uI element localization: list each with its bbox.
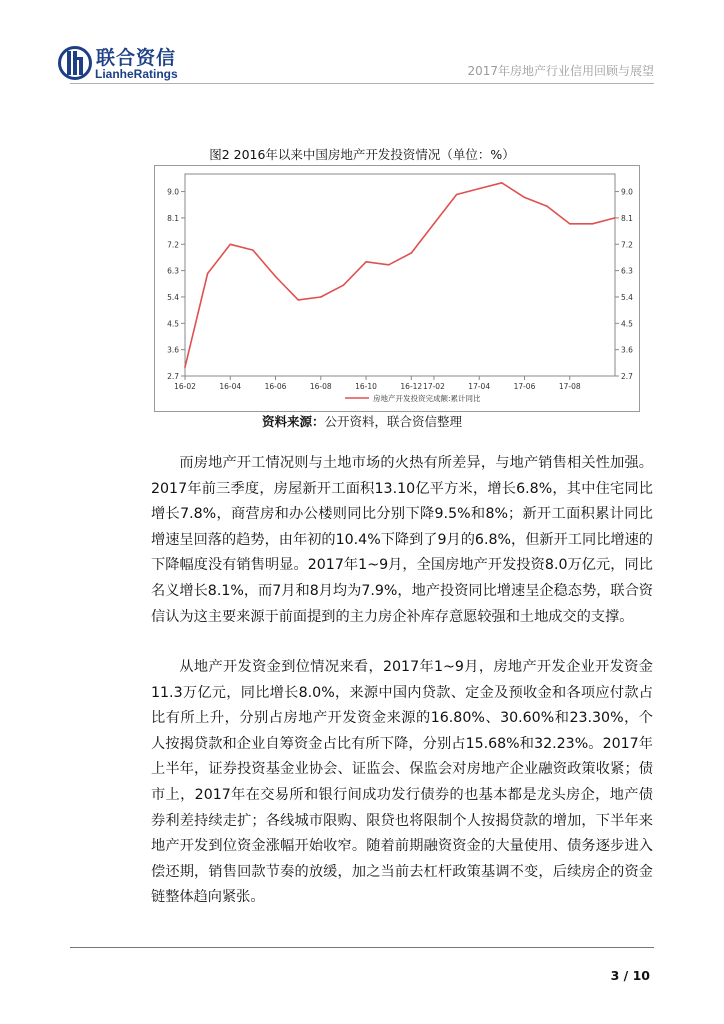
x-axis [174, 376, 581, 391]
chart-svg [155, 166, 639, 411]
paragraph-1: 而房地产开工情况则与土地市场的火热有所差异，与地产销售相关性加强。2017年前三季度，房屋新开工面积13.10亿平方米，增长6.8%，其中住宅同比增长7.8%，商营房和办公楼则同比分别下降9.5%和8%；新开工面积累计同比增速呈回落的趋势，由年初的10.4%下降到了9月的6.8%，但新开工同比增速的下降幅度没有销售明显。2017年1~9月，全国房地产开发投资8.0万亿元，同比名义增长8.1%，而7月和8月均为7.9%，地产投资同比增速呈企稳态势，联合资信认为这主要来源于前面提到的主力房企补库存意愿较强和土地成交的支撑。 [151, 455, 653, 625]
figure-caption: 图2 2016年以来中国房地产开发投资情况（单位：%） [209, 147, 515, 162]
data-point-0-2 [229, 243, 231, 245]
x-tick-label-6: 17-02 [423, 382, 445, 391]
y-tick-label-right-2: 4.5 [621, 319, 633, 329]
data-point-0-0 [184, 366, 186, 368]
x-tick-label-5: 16-12 [400, 382, 423, 391]
y-tick-label-left-0: 2.7 [167, 372, 179, 381]
series-layer [184, 182, 616, 368]
line-chart [154, 165, 640, 412]
lianhe-logo-icon [58, 43, 92, 83]
data-point-0-14 [501, 182, 503, 184]
y-tick-label-right-3: 5.4 [621, 292, 633, 302]
y-tick-label-right-0: 2.7 [621, 372, 633, 381]
y-tick-label-left-4: 6.3 [167, 266, 179, 276]
x-tick-label-2: 16-06 [264, 382, 287, 391]
data-point-0-16 [546, 205, 548, 207]
y-tick-label-left-5: 7.2 [167, 240, 179, 250]
data-point-0-10 [411, 252, 413, 254]
y-tick-label-left-7: 9.0 [167, 187, 179, 197]
header-divider [70, 83, 654, 84]
figure-source [0, 412, 724, 430]
x-tick-label-8: 17-06 [513, 382, 536, 391]
company-logo [58, 40, 218, 86]
x-tick-label-7: 17-04 [468, 382, 491, 391]
right-axis [615, 188, 633, 381]
y-tick-label-right-4: 6.3 [621, 266, 633, 276]
y-tick-label-right-5: 7.2 [621, 240, 633, 250]
x-tick-label-0: 16-02 [174, 382, 196, 391]
data-point-0-3 [252, 249, 254, 251]
y-tick-label-left-3: 5.4 [167, 292, 179, 302]
source-text: 公开资料，联合资信整理 [324, 414, 463, 429]
data-point-0-8 [365, 261, 367, 263]
y-tick-label-left-1: 3.6 [167, 345, 179, 355]
report-title: 2017年房地产行业信用回顾与展望 [467, 64, 654, 78]
data-point-0-11 [433, 223, 435, 225]
data-point-0-19 [614, 217, 616, 219]
data-point-0-6 [320, 296, 322, 298]
x-tick-label-9: 17-08 [558, 382, 581, 391]
data-point-0-1 [207, 273, 209, 275]
left-axis [167, 174, 615, 381]
logo-text-en: LianheRatings [95, 67, 178, 81]
data-point-0-18 [592, 223, 594, 225]
y-tick-label-right-7: 9.0 [621, 187, 633, 197]
data-point-0-13 [478, 188, 480, 190]
x-tick-label-1: 16-04 [219, 382, 242, 391]
data-point-0-5 [297, 299, 299, 301]
y-tick-label-right-6: 8.1 [621, 213, 633, 223]
paragraph-2: 从地产开发资金到位情况来看，2017年1~9月，房地产开发企业开发资金11.3万亿元，同比增长8.0%，来源中国内贷款、定金及预收金和各项应付款占比有所上升，分别占房地产开发资金来源的16.80%、30.60%和23.30%，个人按揭贷款和企业自筹资金占比有所下降，分别占15.68%和32.23%。2017年上半年，证券投资基金业协会、证监会、保监会对房地产企业融资政策收紧；债市上，2017年在交易所和银行间成功发行债券的也基本都是龙头房企，地产债券利差持续走扩；各线城市限购、限贷也将限制个人按揭贷款的增加，下半年来地产开发到位资金涨幅开始收窄。随着前期融资资金的大量使用、债务逐步进入偿还期，销售回款节奏的放缓，加之当前去杠杆政策基调不变，后续房企的资金链整体趋向紧张。 [151, 659, 653, 906]
plot-frame [185, 174, 615, 376]
data-point-0-4 [275, 276, 277, 278]
data-point-0-7 [343, 284, 345, 286]
x-tick-label-3: 16-08 [309, 382, 332, 391]
x-tick-label-4: 16-10 [355, 382, 377, 391]
chart-legend [345, 393, 481, 403]
legend-label-0: 房地产开发投资完成额:累计同比 [373, 394, 481, 403]
data-point-0-12 [456, 194, 458, 196]
page-number: 3 / 10 [610, 968, 650, 983]
y-tick-label-left-2: 4.5 [167, 319, 179, 329]
data-point-0-17 [569, 223, 571, 225]
source-label: 资料来源： [261, 414, 325, 429]
data-point-0-15 [524, 197, 526, 199]
y-tick-label-left-6: 8.1 [167, 213, 179, 223]
footer-divider [70, 947, 654, 948]
series-line-0 [185, 183, 615, 367]
data-point-0-9 [388, 264, 390, 266]
y-tick-label-right-1: 3.6 [621, 345, 633, 355]
logo-text-cn: 联合资信 [96, 47, 177, 69]
